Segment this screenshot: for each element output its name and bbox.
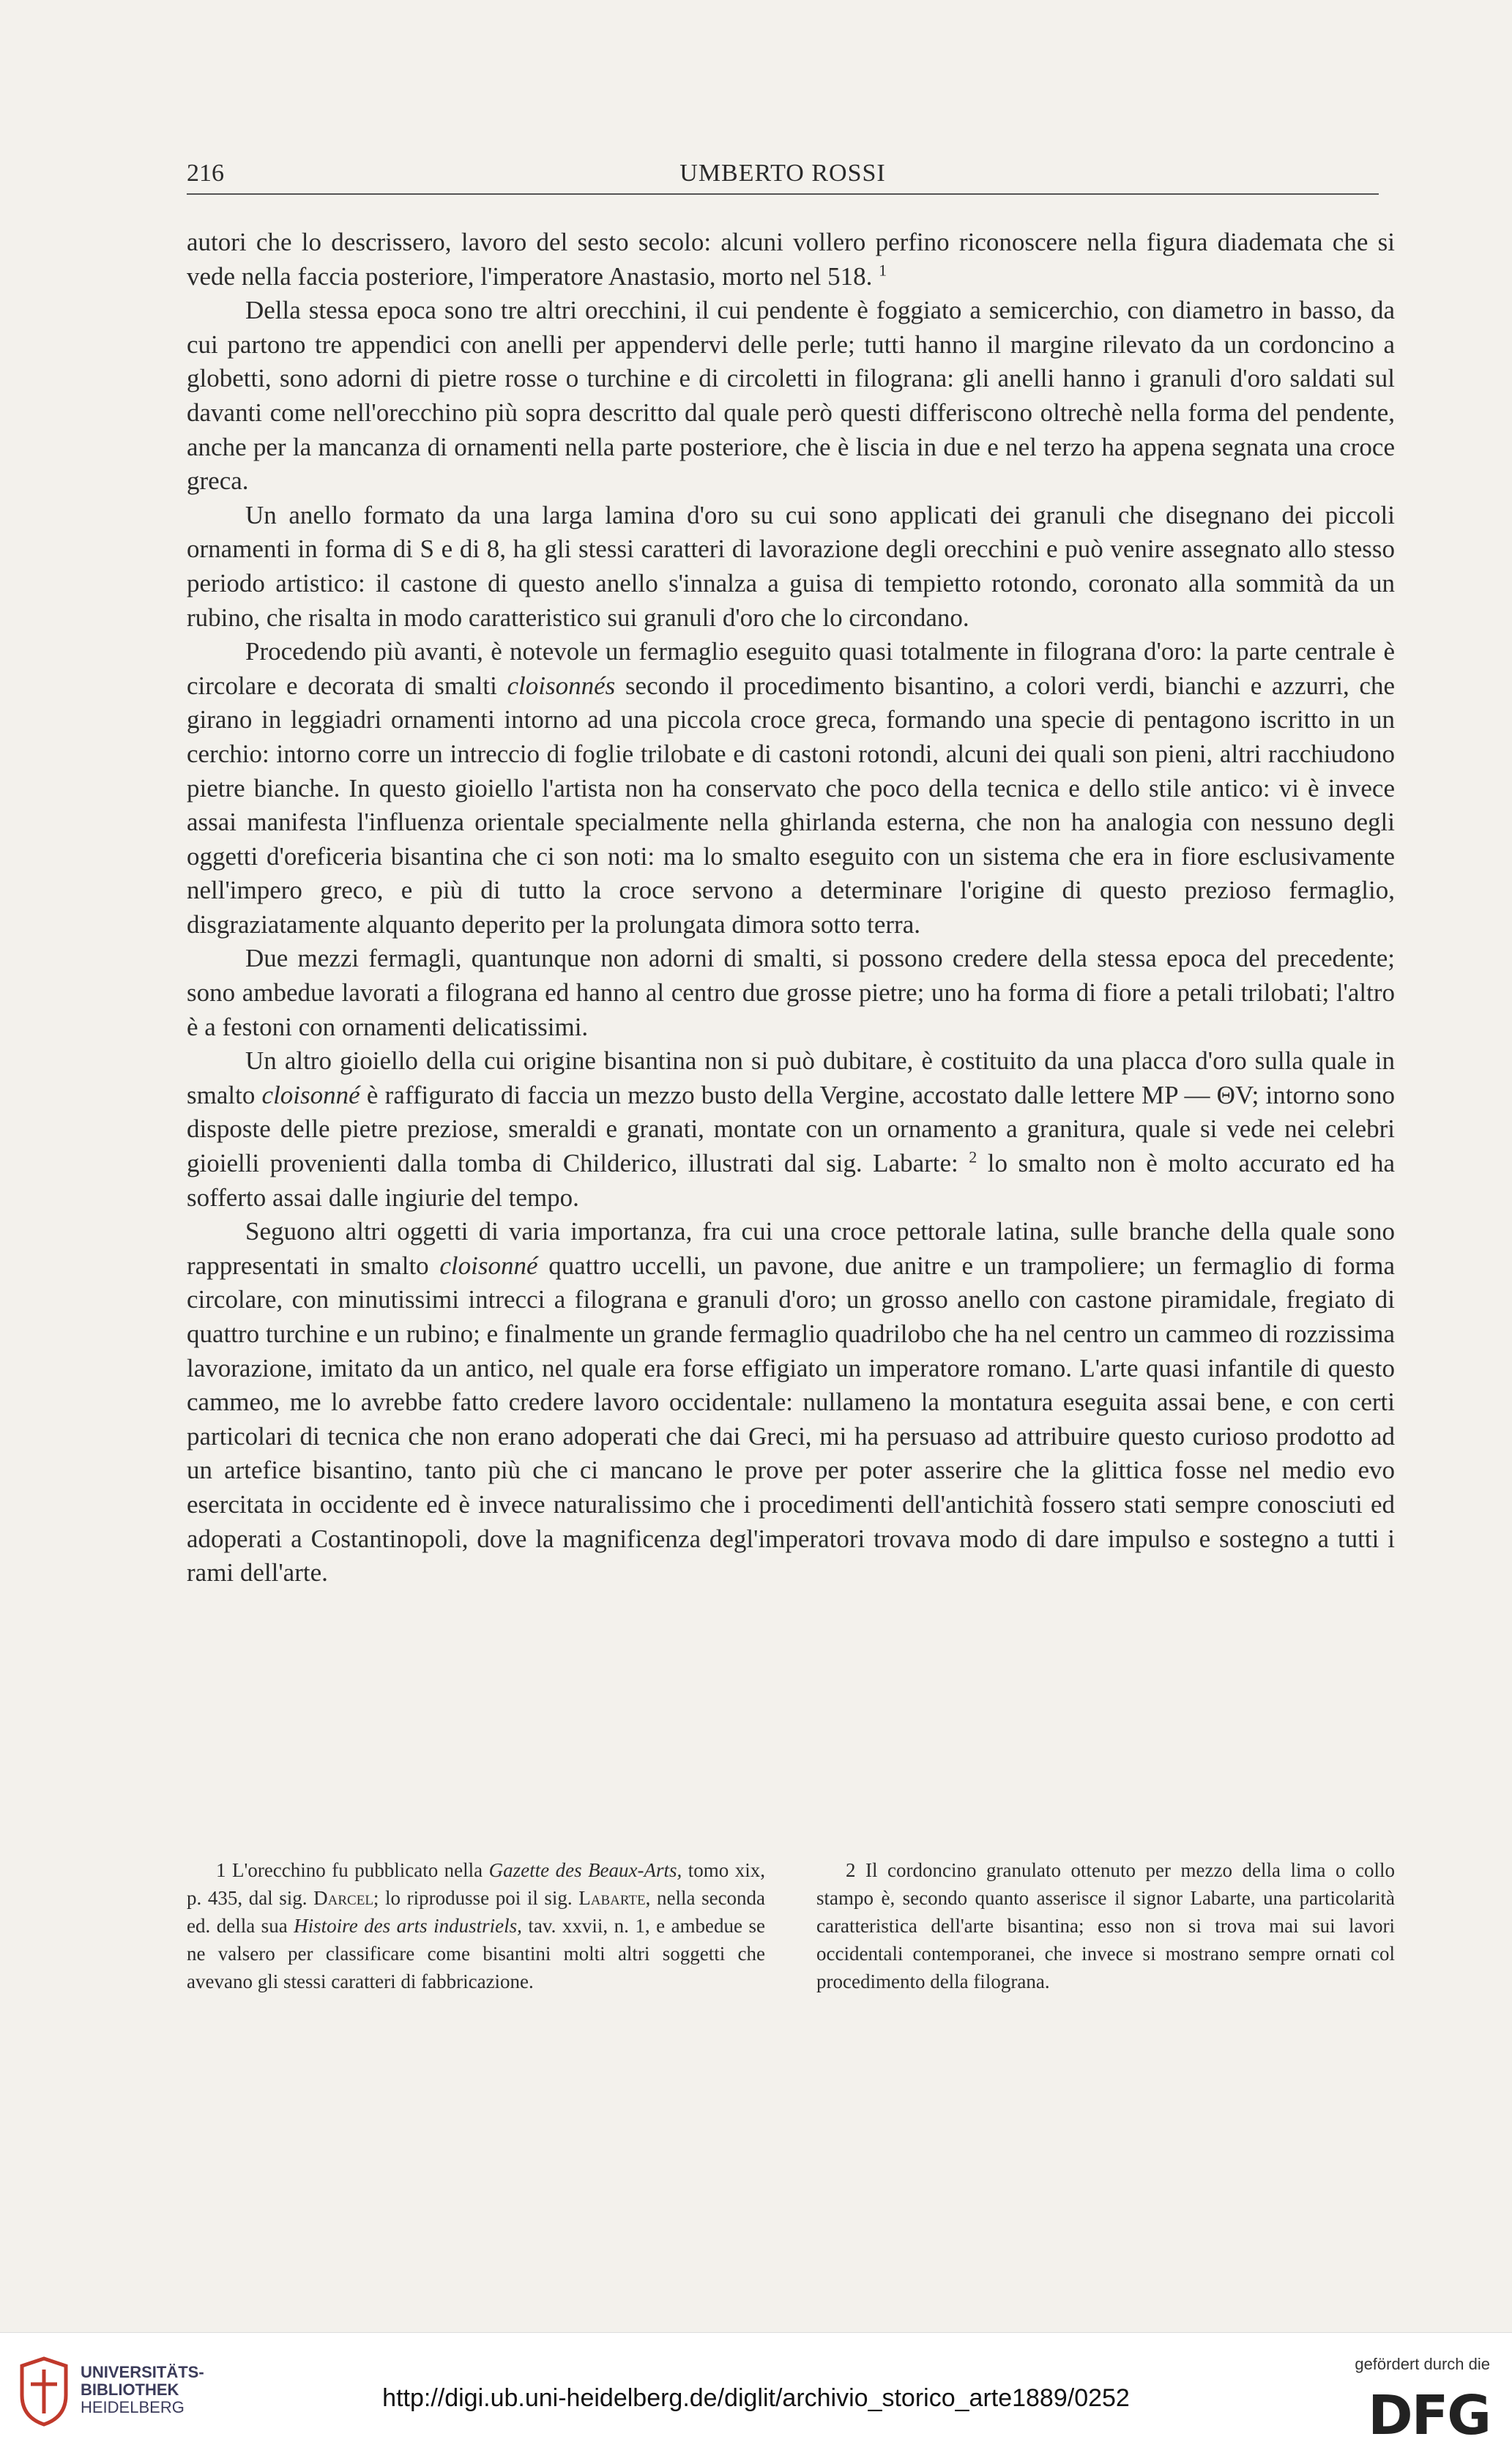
footnote-1-text-a: 1 L'orecchino fu pubblicato nella (216, 1859, 483, 1881)
paragraph-3: Un anello formato da una larga lamina d'oro su cui sono applicati dei granuli che disegnano dei piccoli ornamenti in forma di S e di 8, ha gli stessi caratteri di lavorazione degli orecchini e può venire assegnato allo stesso periodo artistico: il castone di questo anello s'innalza a guisa di tempietto rotondo, coronato alla sommità da un rubino, che risalta in modo caratteristico sui granuli d'oro che lo circondano. (187, 500, 1395, 632)
dfg-logo: DFG (1368, 2384, 1490, 2447)
digitization-footer (0, 2332, 1512, 2453)
paragraph-6-text-b: è raffigurato di faccia un mezzo busto della Vergine, accostato dalle lettere MP — ΘV; intorno sono disposte delle pietre preziose, smeraldi e granati, montate con un ornamento a granitura, quale si vede nei celebri gioielli provenienti dalla tomba di Childerico, illustrati dal sig. Labarte: (187, 1080, 1396, 1178)
library-line-2: BIBLIOTHEK (81, 2381, 179, 2399)
paragraph-7-text-b: quattro uccelli, un pavone, due anitre e un trampoliere; un fermaglio di forma circolare, con minutissimi intrecci a filograna e granuli d'oro; un grosso anello con castone piramidale, fregiato di quattro turchine e un rubino; e finalmente un grande fermaglio quadrilobo che ha nel centro un cammeo di rozzissima lavorazione, imitato da un antico, nel quale era forse effigiato un imperatore romano. L'arte quasi infantile di questo cammeo, me lo avrebbe fatto credere lavoro occidentale: nullameno la montatura eseguita assai bene, e con certi particolari di tecnica che non erano adoperati che dai Greci, mi ha persuaso ad attribuire questo curioso prodotto ad un artefice bisantino, tanto più che ci mancano le prove per poter asserire che la glittica fosse nel medio evo esercitata in occidente ed è invece naturalissimo che i procedimenti dell'antichità fossero stati sempre conosciuti ed adoperati a Costantinopoli, dove la magnificenza degl'imperatori trovava modo di dare impulso e sostegno a tutti i rami dell'arte. (187, 1251, 1396, 1587)
footnote-1-italic-2: Histoire des arts industriels, (294, 1915, 522, 1937)
footnote-ref-2: 2 (969, 1147, 977, 1166)
footnote-1 (187, 1856, 765, 1995)
paragraph-6 (187, 1044, 1395, 1215)
paragraph-6-text-a: Un altro gioiello della cui origine bisantina non si può dubitare, è costituito da una placca d'oro sulla quale in smalto (187, 1046, 1395, 1109)
paragraph-2: Della stessa epoca sono tre altri orecchini, il cui pendente è foggiato a semicerchio, con diametro in basso, da cui partono tre appendici con anelli per appendervi delle perle; tutti hanno il margine rilevato da un cordoncino a globetti, sono adorni di pietre rosse o turchine e di circoletti in filograna: gli anelli hanno i granuli d'oro saldati sul davanti come nell'orecchino più sopra descritto dal quale però questi differiscono oltrechè nella forma del pendente, anche per la mancanza di ornamenti nella parte posteriore, che è liscia in due e nel terzo ha appena segnata una croce greca. (187, 296, 1395, 496)
funding-note: gefördert durch die (1355, 2355, 1490, 2373)
footnote-1-smallcaps-2: Labarte, (578, 1887, 651, 1909)
library-line-1: UNIVERSITÄTS- (81, 2363, 204, 2381)
footnote-1-text-d: nella seconda ed. della sua (187, 1887, 766, 1937)
footnote-1-italic-1: Gazette des Beaux-Arts, (488, 1859, 682, 1881)
library-line-3: HEIDELBERG (81, 2398, 185, 2416)
footnote-2-text: 2 Il cordoncino granulato ottenuto per mezzo della lima o collo stampo è, secondo quanto asserisce il signor Labarte, una particolarità caratteristica dell'arte bisantina; esso non si trova mai sui lavori occidentali contemporanei, che invece si mostrano sempre ornati col procedimento della filograna. (816, 1859, 1395, 1992)
digitization-url[interactable]: http://digi.ub.uni-heidelberg.de/diglit/archivio_storico_arte1889/0252 (382, 2384, 1130, 2412)
footnote-1-smallcaps-1: Darcel; (313, 1887, 379, 1909)
paragraph-4 (187, 635, 1395, 942)
paragraph-7-italic: cloisonné (439, 1251, 538, 1280)
footnote-2 (816, 1856, 1395, 1995)
paragraph-1-text: autori che lo descrissero, lavoro del sesto secolo: alcuni vollero perfino riconoscere nella figura diademata che si vede nella faccia posteriore, l'imperatore Anastasio, morto nel 518. (187, 228, 1395, 291)
paragraph-5: Due mezzi fermagli, quantunque non adorni di smalti, si possono credere della stessa epoca del precedente; sono ambedue lavorati a filograna ed hanno al centro due grosse pietre; uno ha forma di fiore a petali trilobati; l'altro è a festoni con ornamenti delicatissimi. (187, 944, 1395, 1041)
paragraph-6-italic: cloisonné (261, 1080, 360, 1109)
footnote-1-text-e: tav. xxvii, n. 1, e ambedue se ne valsero per classificare come bisantini molti altri soggetti che avevano gli stessi caratteri di fabbricazione. (187, 1915, 765, 1992)
page-header (187, 155, 1379, 195)
running-title: UMBERTO ROSSI (679, 160, 886, 187)
footnote-1-text-c: lo riprodusse poi il sig. (385, 1887, 573, 1909)
footnote-1-text-b: tomo xix, p. 435, dal sig. (187, 1859, 765, 1909)
footnote-ref-1: 1 (879, 260, 887, 279)
paragraph-4-text-b: secondo il procedimento bisantino, a colori verdi, bianchi e azzurri, che girano in leggiadri ornamenti intorno ad una piccola croce greca, formando una specie di pentagono iscritto in un cerchio: intorno corre un intreccio di foglie trilobate e di castoni rotondi, alcuni dei quali son pieni, altri racchiudono pietre bianche. In questo gioiello l'artista non ha conservato che poco della tecnica e dello stile antico: vi è invece assai manifesta l'influenza orientale specialmente nella ghirlanda esterna, che non ha analogia con nessuno degli oggetti d'oreficeria bisantina che ci son noti: ma lo smalto eseguito con un sistema che era in fiore esclusivamente nell'impero greco, e più di tutto la croce servono a determinare l'origine di questo prezioso fermaglio, disgraziatamente alquanto deperito per la prolungata dimora sotto terra. (187, 671, 1395, 939)
paragraph-4-text-a: Procedendo più avanti, è notevole un fermaglio eseguito quasi totalmente in filograna d'oro: la parte centrale è circolare e decorata di smalti (187, 637, 1395, 700)
paragraph-1 (187, 226, 1395, 294)
paragraph-7 (187, 1215, 1395, 1590)
main-text (187, 226, 1395, 1590)
paragraph-6-text-c: lo smalto non è molto accurato ed ha sofferto assai dalle ingiurie del tempo. (187, 1149, 1396, 1212)
paragraph-7-text-a: Seguono altri oggetti di varia importanza, fra cui una croce pettorale latina, sulle branche della quale sono rappresentati in smalto (187, 1217, 1395, 1280)
page-number: 216 (187, 160, 224, 187)
paragraph-4-italic: cloisonnés (507, 671, 616, 700)
